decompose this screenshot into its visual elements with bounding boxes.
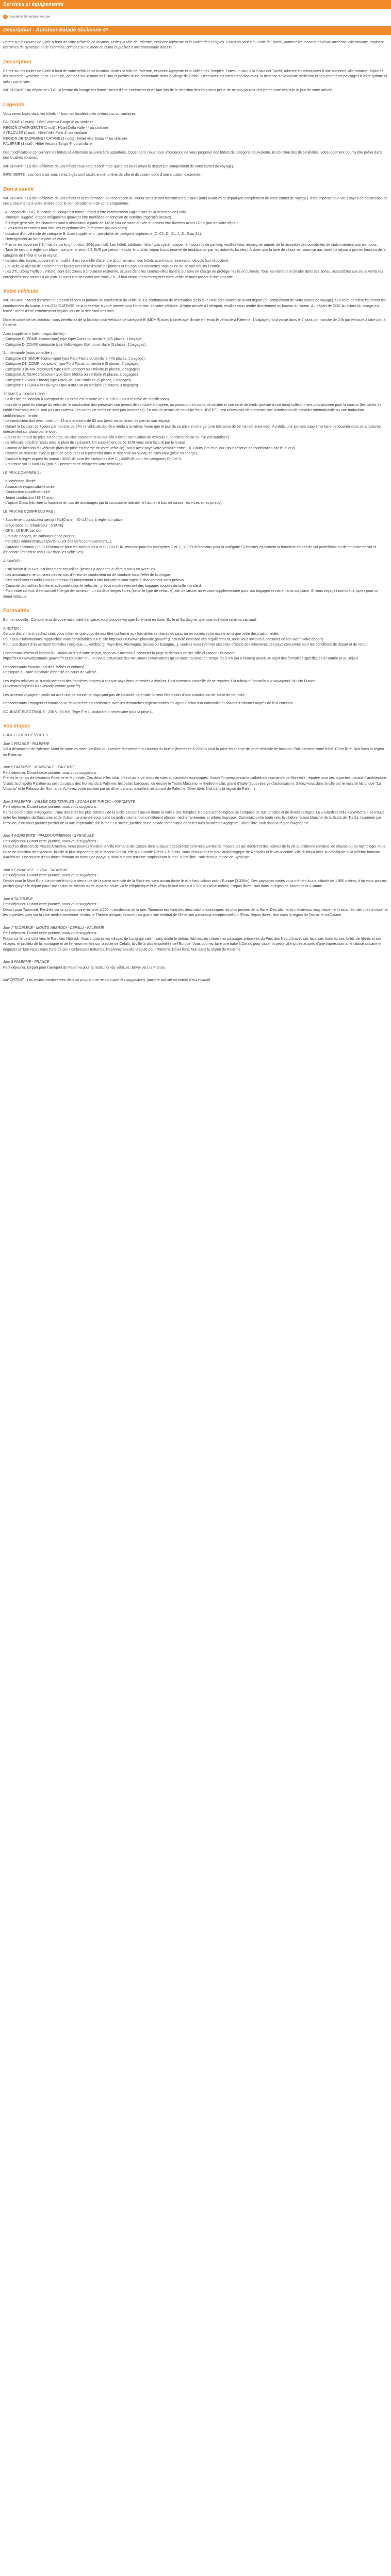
price-includes-title: LE PRIX COMPREND : [3, 471, 41, 475]
formalities-paragraph: Ressortissants étrangers et binationaux: devront être en conformité avec les démarches réglementaires en vigueur selon leur nationalité et doivent s'informer auprès de leur consulat. [3, 702, 294, 706]
stage-day-title: Jour 5 SYRACUSE - ETNA - TAORMINE [3, 868, 69, 872]
intro-text: Partez sur les routes de Sicile à bord de votre véhicule de location. Visitez la ville de Palerme, explorez Agrigente et la Vallée des Temples. Faites un saut à la Scala dei Turchi, admirez les mosaïques d'une ancienne villa romaine, explorez les ruines de Syracuse et de Taormine, grimpez sur le mont de l'Etna et profitez d'une promenade dans le... [3, 40, 384, 50]
stage-day [3, 926, 388, 953]
stage-day-body: Petit déjeuner. Durant cette journée, nous vous suggérons : Partez en direction d'Agrigente. L'une des cités les plus célèbres de la Sicile est sans aucun doute la Vallée des Temples. Ce parc archéologique se compose de huit temples et de divers vestiges. Le « Giardino della Kolymbetra » se trouve entre les temples de Dioscures et de Vulcain, promenez-vous dans ce jardin luxuriant où se côtoient plantes méditerranéennes et arbres tropicaux. Continuez votre route vers la célèbre falaise blanche de la Scala dei Turchi, façonnée par l'érosion, d'où vous pourrez profiter de la vue imprenable sur la mer. En soirée, profitez d'une balade romantique dans les rues animées d'Agrigente. Dîner libre. Nuit dans la région d'Agrigente. [3, 805, 385, 825]
formalities-paragraph: Ressortissants français (adultes, bébés et enfants) : Passeport ou carte nationale d'identité en cours de validité. [3, 665, 98, 675]
stage-day-body: Vol à destination de Palerme. Mani de votre voucher, veuillez vous rendre directement au bureau du loueur (fermeture à 22h30) pour la prise en charge de votre véhicule de location. Puis direction votre hôtel. Dîner libre. Nuit dans la région de Palerme. [3, 748, 384, 757]
content [0, 40, 391, 984]
description-paragraph: Partez sur les routes de Sicile à bord de votre véhicule de location. Visitez la ville de Palerme, explorez Agrigente et la Vallée des Temples. Faites un saut à la Scala dei Turchi, admirez les mosaïques d'une ancienne villa romaine, explorez les ruines de Syracuse et de Taormine, grimpez sur le mont de l'Etna et profitez d'une promenade dans le village de Cefalù. Découvrez les sites archéologiques, la richesse de la culture sicilienne et ses charmants paysages à votre rythme et selon vos envies. [3, 69, 387, 84]
stages-title: Vos étapes [3, 723, 30, 730]
description-header-bar: Description - Autotour Balade Sicilienne 4* [0, 26, 391, 35]
stage-day-title: Jour 1 FRANCE - PALERME [3, 742, 50, 746]
legend-line: INFO VERTE : Les hôtels où vous serez logés sont situés en périphérie de ville et disposent donc d'une situation excentrée. [3, 173, 202, 177]
stages-important-note: IMPORTANT : Les visites mentionnées dans ce programme ne sont que des suggestions (aucune activité ou entrée n'est incluse). [3, 978, 211, 982]
stage-day [3, 834, 388, 861]
good-to-know-paragraph: - Au départ de CDG, la lecture du lounge est fermé : merci d'être extrêmement vigilant lors de la sélection des vols. - Itinéraire suggéré, étapes obligatoires (pouvant être modifiées en fonction de certains impératifs locaux). - En règle générale, les chambres sont à disposition à partir de 14h le jour de votre arrivée et doivent être libérées avant 11h le jour de votre départ. - Excursions et entrées non incluses et optionnelles (à réserver par vos soins). - Location d'un véhicule de catégorie B, Avec supplément : possibilité de catégorie supérieure (C, C1, D, D1, J, J1, S ou S1). - Hébergement au format petit-déjeuner. - Prévoir en moyenne 8 € / nuit de parking (fonction 20€/j par nuit). Les hôtels attribués n'étant pas systématiquement pourvus de parking, veuillez vous renseigner auprès de la réception des possibilités de stationnement aux alentours. - Taxe de séjour à régler sur place : compter environ 2/3 EUR par personne pour le total du séjour (sous réserve de modification par les autorités locales). À noter que la taxe de séjour est soumise aux taxes de séjour à prix en fonction de la catégorie de l'hôtel et de la région. - Le sens des étapes pouvant être modifié, il est conseillé d'attendre la confirmation des hôtels avant toute réservation de vols (sur réduction). - En Sicile, le niveau de croisement religieux nécessite d'avoir les jambes et les épaules couvertes sous peine de se voir refuser l'entrée. - Les ZTL (Zona Traffico Limitato) sont des zones à circulation restreinte, situées dans les centres-villes italiens qui sont en charge de protéger les lieux culturels. Tous les visiteurs à circuler dans ces zones, accessibles aux seuls véhicules enregistrés sont soumis à un plan. Si vous circulez dans une zone ZTL, il faut absolument enregistrer votre véhicule mais passer à une amende. [3, 210, 386, 279]
formalities-paragraph: Les mineurs voyageant seuls ou avec une personne ne disposant pas de l'autorité parentale doivent être munis d'une autorisation de sortie de territoire. [3, 693, 246, 697]
vehicle-title: Votre véhicule [3, 289, 38, 295]
formalities-paragraph: A NOTER : Ce que doit en tant, sachez sous vous informer que vous devrez être conforme aux formalités sanitaires du pays ou en travers votre escale ainsi que votre destination finale. Pour plus d'informations, rapprochez-vous consultables sur le site https://XXXXwwwdiplomatie.gouv.fr/ (L'actualité évoluant très régulièrement, nous vous invitons à consulter ce lien avant votre départ). Pour tout départ d'un aéroport frontalier (Belgique, Luxembourg, Pays-Bas, Allemagne, Suisse ou Espagne...), veuillez vous informer aux sites officiels des ministères des pays concernés pour les conditions de départ et de retour. [3, 626, 369, 647]
legend-line: PALERME (2 nuits) : Hôtel Vecchia Borgo 4* ou similaire REGION D'AGRIGENTE (1 nuit) : Hôtel Della Valle 4* ou similaire SYRACUSE (1 nuit) : Hôtel Villa Politi 4* ou similaire REGION DE TAORMINE / CATANE (2 nuits) : Hôtel Villa Sonia 4* ou similaire PALERME (1 nuit) : Hôtel Vecchia Borgo 4* ou similaire [3, 121, 127, 146]
stage-day-body: Petit déjeuner. Durant cette journée, nous vous suggérons : Départ pour le Mont Etna. Le conseillé longue demande de la partie orientale de la Sicile est sans aucun doute le plus haut volcan actif d'Europe (3 330m). Des paysages variés vous mènent à une altitude de 1 900 mètres, d'où vous pourrez profiter (payez le départ pour l'ascension au volcan ou de la partie haute via le téléphérique et le véhicule tout terrain à 2 900 m (selon météo). Repas libres. Nuit dans la région de Taormine ou Catane. [3, 874, 387, 889]
stage-day-body: Petit déjeuner. Durant cette journée, nous vous suggérons : Départ pour Taormine. Perchée sur un promontoire rocheux à 200 m au-dessus de la mer, Taormine est l'une des destinations touristiques les plus prisées de la Sicile. Des bâtiments médiévaux magnifiquement restaurés, des rues à visiter et les superbes vues sur la côte méditerranéenne. Visitez le Théâtre antique, second plus grand site théâtral de l'île et son panorama exceptionnel sur l'Etna. Repos libres. Nuit dans la région de Taormine ou Catane. [3, 903, 388, 918]
good-to-know-title: Bon à savoir [3, 186, 35, 192]
legend-line: Des modifications concernant les hôtels sélectionnés peuvent être apportées. Cependant, nous nous efforcerons de vous proposer des hôtels de catégorie équivalente. En fonction des disponibilités, votre logement pourra être prévu dans des localités voisines. [3, 150, 382, 160]
stage-day-title: Jour 7 TAORMINE - MONTS NEBRODI - CEFALU - PALERME [3, 926, 104, 930]
vehicle-paragraph: Avec supplément (selon disponibilités) : - Catégorie C (EDMR économique) type Opel Corsa ou similaire (4/5 places, 1 bagage). - Catégorie D (CDAR) compacte type Volkswagen Golf ou similaire (5 places, 2 bagages). [3, 332, 147, 347]
location-line [3, 14, 391, 20]
price-includes-list: - Kilométrage illimité. - Assurance responsabilité civile. - Conducteur supplémentaire. - Jeune conducteur (19-24 ans). - L'option Glass (réinitiée la franchise en cas de dommages par la carrosserie latérale, le haut et le bas de caisse, les vitres et les pneus). [3, 480, 223, 505]
check-icon: ✓ [4, 15, 7, 19]
description-paragraph: IMPORTANT : Au départ de CDG, la lecture du lounge est fermé : merci d'être extrêmement vigilant lors de la sélection des vols sous peine de ne pas pouvoir récupérer votre véhicule le jour de votre arrivée. [3, 89, 333, 93]
location-label: Location de voiture incluse [10, 15, 50, 19]
price-know-list: - L'utilisation d'un GPS est fortement conseillée (pensez à apporter le vôtre si vous en avez un). - Les assurances ne couvrent pas en cas d'erreur de conducteur ou de conduite sous l'effet de la drogue. - Ces conditions et tarifs sont communiqués uniquement à titre indicatif et sont sujets à changement sans préavis. - Capacité des coffres limitée et adéquate selon le véhicule ; prévoir impérativement des bagages souples de taille standard. - Pour votre confort, il est conseillé de garder minimum un ou deux sièges libres (selon le type de véhicule) afin de laisser un espace supplémentaire pour vos bagages et vos enfants sur place. Si vous voyagez nombreux, optez pour un 2ème véhicule. [3, 568, 379, 599]
good-to-know-paragraph: IMPORTANT : La liste définitive de vos hôtels et la confirmation de réservation du loueur vous seront transmises quelques jours avant votre départ (en complément de votre carnet de voyage). Il est impératif que vous soyez en possession de ces 2 documents à votre arrivée pour le bon déroulement de votre programme. [3, 196, 388, 206]
stage-day-body: Petit déjeuner. Durant cette journée, nous vous suggérons : Prenez le temps de découvrir Palerme et Monreale. Ces deux villes vous offrent un large choix de sites et d'activités touristiques. Visitez l'impressionnante cathédrale normande de Monreale, réputée pour ses superbes travaux d'architecture. Visitez la chapelle Palatine au sein du palais des Normands à Palerme, les palais baroques, ou encore le Teatro Massimo, le théâtre le plus grand d'Italie (sous réserve d'autorisation). Situez-vous dans la ville par le marché historique "La Vucciria" et le Palazzo dei Normanni. Achevez votre journée par un dîner dans un excellent restaurant de Palerme. Dîner libre. Nuit dans la région de Palerme. [3, 771, 387, 791]
stage-day [3, 742, 388, 758]
stage-day-body: Petit déjeuner. Durant cette journée, nous vous suggérons : Route sur le petit côté vers le Parc des Nebrodi. Vous croiserez les villages de Longi qui valent sans doute le détour. Admirez en chemin les paysages préservés du Parc des Nebrodi avec ses lacs, ses torrents, ses forêts de hêtres et ses villages, et profitez de la montagne et de l'environnement sur la route de Cefalù, la ville la plus ensoleillée de l'Europe. Vous pourrez faire une halte à Cefalù pour visiter la petite ville située au pied d'une impressionnante falaise calcaire et déguster un bon repas dans l'une de ses nombreuses trattorias. Reprenez ensuite la route pour Palerme. Dîner libre. Nuit dans la région de Palerme. [3, 931, 382, 952]
stage-day-title: Jour 8 PALERME - FRANCE [3, 960, 50, 964]
stage-day-body: Petit déjeuner. Durant cette journée, nous vous suggérons : Départ en direction de Piazza Armerina. Vous pourrez y visiter la Villa Romana del Casale dont la plupart des pièces sont recouvertes de mosaïques qui décrivent des scènes de la vie quotidienne romaine, de chasse ou de mythologie. Puis route en direction de Syracuse, la ville la plus importante de la Magna Grecia, elle a « Grande Grèce » à la fois, vous découvrirez le parc archéologique de Neapolis et le vieux centre-ville d'Ortigia avec la cathédrale et la célèbre fontaine d'Aréthuse, une source d'eau douce formant un bassin de papyrus, situé sur une terrasse surplombant la mer. Dîner libre. Nuit dans la région de Syracuse. [3, 839, 385, 860]
stage-day-title: Jour 4 AGRIGENTE - PIAZZA ARMERINA - SYRACUSE [3, 834, 94, 838]
page [0, 0, 391, 1007]
stage-day-body: Petit déjeuner. Départ pour l'aéroport de Palerme pour la restitution du véhicule. Envol vers la France. [3, 965, 166, 970]
price-excludes-list: - Supplément conducteur senior (76/80 ans) : 60 US/jour à régler sur place. - Siège bébé ou réhausseur : 5 EUR/j. - GPS : 10 EUR par jour. - Frais de péages, de carburant et de parking. - Pénalités administratives (perte ou vol des clefs, contraventions...). - Garantie Platinum (99 EUR/semaine pour les catégories A et C ; 108 EUR/semaine pour les catégories D et J ; 117 EUR/semaine pour la catégorie S) éliminer également la franchise en cas de vol partiel/total ou de tentative de vol et d'incendie (franchise 895 EUR dans les véhicules). [3, 518, 376, 555]
services-header-bar: Services et équipements [0, 0, 391, 9]
vehicle-paragraph: Sur demande (nous consulter) : - Catégorie C1 (EMDR économique) type Ford Fiesta ou similaire (4/5 places, 1 bagage). - Catégorie D1 (CDMR compacte) type Ford Focus ou similaire (5 places, 2 bagages). - Catégorie J (IGMR crossover) type Ford Ecosport ou similaire (5 places, 2 bagages). - Catégorie J1 (IGAR crossover) type Opel Mokka ou similaire (5 places, 2 bagages). - Catégorie S (SWMR break) type Ford Focus ou similaire (5 places, 3 bagages). - Catégorie S1 (SWAR break) type Opel Astra SW ou similaire (5 places, 3 bagages). [3, 351, 146, 388]
formalities-paragraph: Concernant l'éventuel impact du Coronavirus sur votre séjour, nous vous invitons à consulter la page ci-dessous du site officiel France Diplomatie https://XXXXwwwdiplomatie.gouv.fr/fr/ et consulter en une revue actualisée des ministères (informations qu'on nous transmet en temps réel) 3 h (ou 6 heures) avant) au sujet des formalités spécifiques à l'entrée et au séjour. [3, 651, 359, 661]
price-excludes-title: LE PRIX NE COMPREND PAS : [3, 510, 55, 514]
price-know-title: A SAVOIR : [3, 559, 22, 563]
formalities-paragraph: Les règles relatives au franchissement des frontières propres à chaque pays étant amenées à évoluer, il est vivement conseillé de se reporter à la rubrique "conseils aux voyageurs" du site France Diplomatie(https://XXXXwwwdiplomatie.gouv.fr/). [3, 679, 316, 689]
legend-line: IMPORTANT : La liste définitive de vos hôtels vous sera reconfirmée quelques jours avant le départ (en complément de votre carnet de voyage). [3, 164, 234, 168]
description-title: Description [3, 59, 32, 65]
formalities-title: Formalités [3, 608, 29, 614]
legend-title: Légende [3, 101, 25, 108]
stage-day-title: Jour 6 TAORMINE [3, 897, 33, 901]
stages-suggestion: SUGGESTION DE VISITES [3, 734, 48, 738]
formalities-paragraph: COURANT ELECTRIQUE : 230 V (50 Hz). Type F et L. Adaptateur nécessaire pour la prise L. [3, 710, 153, 714]
vehicle-paragraph: Dans le cadre de cet autotour, vous bénéficiez de la location d'un véhicule de catégorie B (MDMR) avec kilométrage illimité en rendu le véhicule à Palerme, 1 bagage/grand valise dans le 7 jours par tranche de 24h par véhicule à faire part à Palerme. [3, 318, 386, 328]
stage-day [3, 868, 388, 890]
vehicle-paragraph: TERMES & CONDITIONS : - La licence de location à l'aéroport de Palerme est ouverte de 8 à 22h30 (sous réserve de modification). - Lors de la prise en charge du véhicule, le conducteur doit présenter son permis de conduire européen, un passeport en cours de validité et une carte de crédit (prévue à son nom) suffisamment provisionnée pour la caution (les cartes de crédit électroniques ne sont pas acceptées). Les cartes de crédit ne sont pas acceptées). En cas de permis de conduire hors UE/EEE, il est nécessaire de présenter une autorisation de conduite internationale ou une traduction certifiée/assermentée. - Le conducteur doit avoir minimum 19 ans et moins de 80 ans (avec un minimum de permis soit requis). - Durant la location de 7 jours par tranche de 24h, le véhicule doit être rendu à la même heure que le jour de sa prise en charge (une tolérance de 59 min est autorisée). Au-delà, une journée supplémentaire de location vous sera facturée directement sur place par le loueur. - En cas de retard de prise en charge, veuillez contacter le loueur afin d'éviter l'annulation du véhicule (une tolérance de 59 min est autorisée). - Le véhicule doit être rendu avec le plein de carburant. Un supplément de 50 EUR vous sera facturé par le loueur. - Contrat de location du véhicule (frais de prise en charge de votre véhicule) : vous avez payé votre véhicule entre 1 à 3 jours lors et le jour (sous réserve de modification par le loueur). - Rentrée du véhicule avec le plein de carburant et à présenter dans le réservoir au niveau de carburant (prise en charge). - Caution à régler auprès du loueur : 300EUR pour les catégories A et C ; 400EUR pour les catégories D, J et S. - Franchise vol : 1600EUR (prix qui permettra de récupérer votre véhicule). [3, 392, 382, 467]
stage-day [3, 765, 388, 792]
stage-day [3, 960, 388, 971]
stage-day-title: Jour 3 PALERME - VALLÉE DES TEMPLES - SCALA DEI TURCHI - AGRIGENTE [3, 800, 135, 804]
stage-day [3, 897, 388, 919]
stage-day-title: Jour 2 PALERME - MONREALE - PALERME [3, 766, 75, 770]
vehicle-paragraph: IMPORTANT : Merci d'insérer un prénom et nom et prénom du conducteur du véhicule. La confirmation de réservation du loueur vous sera transmise avant départ (en complément de votre carnet de voyage). Sur cette dernière figureront les coordonnées du loueur. Il est OBLIGATOIRE de la présenter à votre arrivée pour l'obtention de votre véhicule. À votre arrivée à l'aéroport, veuillez vous rendre directement au bureau du loueur. Au départ de CDG la lecture du lounge est fermé : merci d'être extrêmement vigilant lors de la sélection des vols. [3, 299, 386, 314]
stage-day [3, 800, 388, 827]
formalities-paragraph: Bonne nouvelle ; Compte tenu de votre nationalité française, vous pouvez voyager librement en Italie, Sicile et Sardaigne, quel que soit votre schéma vaccinal. [3, 618, 257, 622]
legend-line: Vous serez logés dans les hôtels 4* (normes locales) cités ci-dessous ou similaires : [3, 112, 138, 116]
